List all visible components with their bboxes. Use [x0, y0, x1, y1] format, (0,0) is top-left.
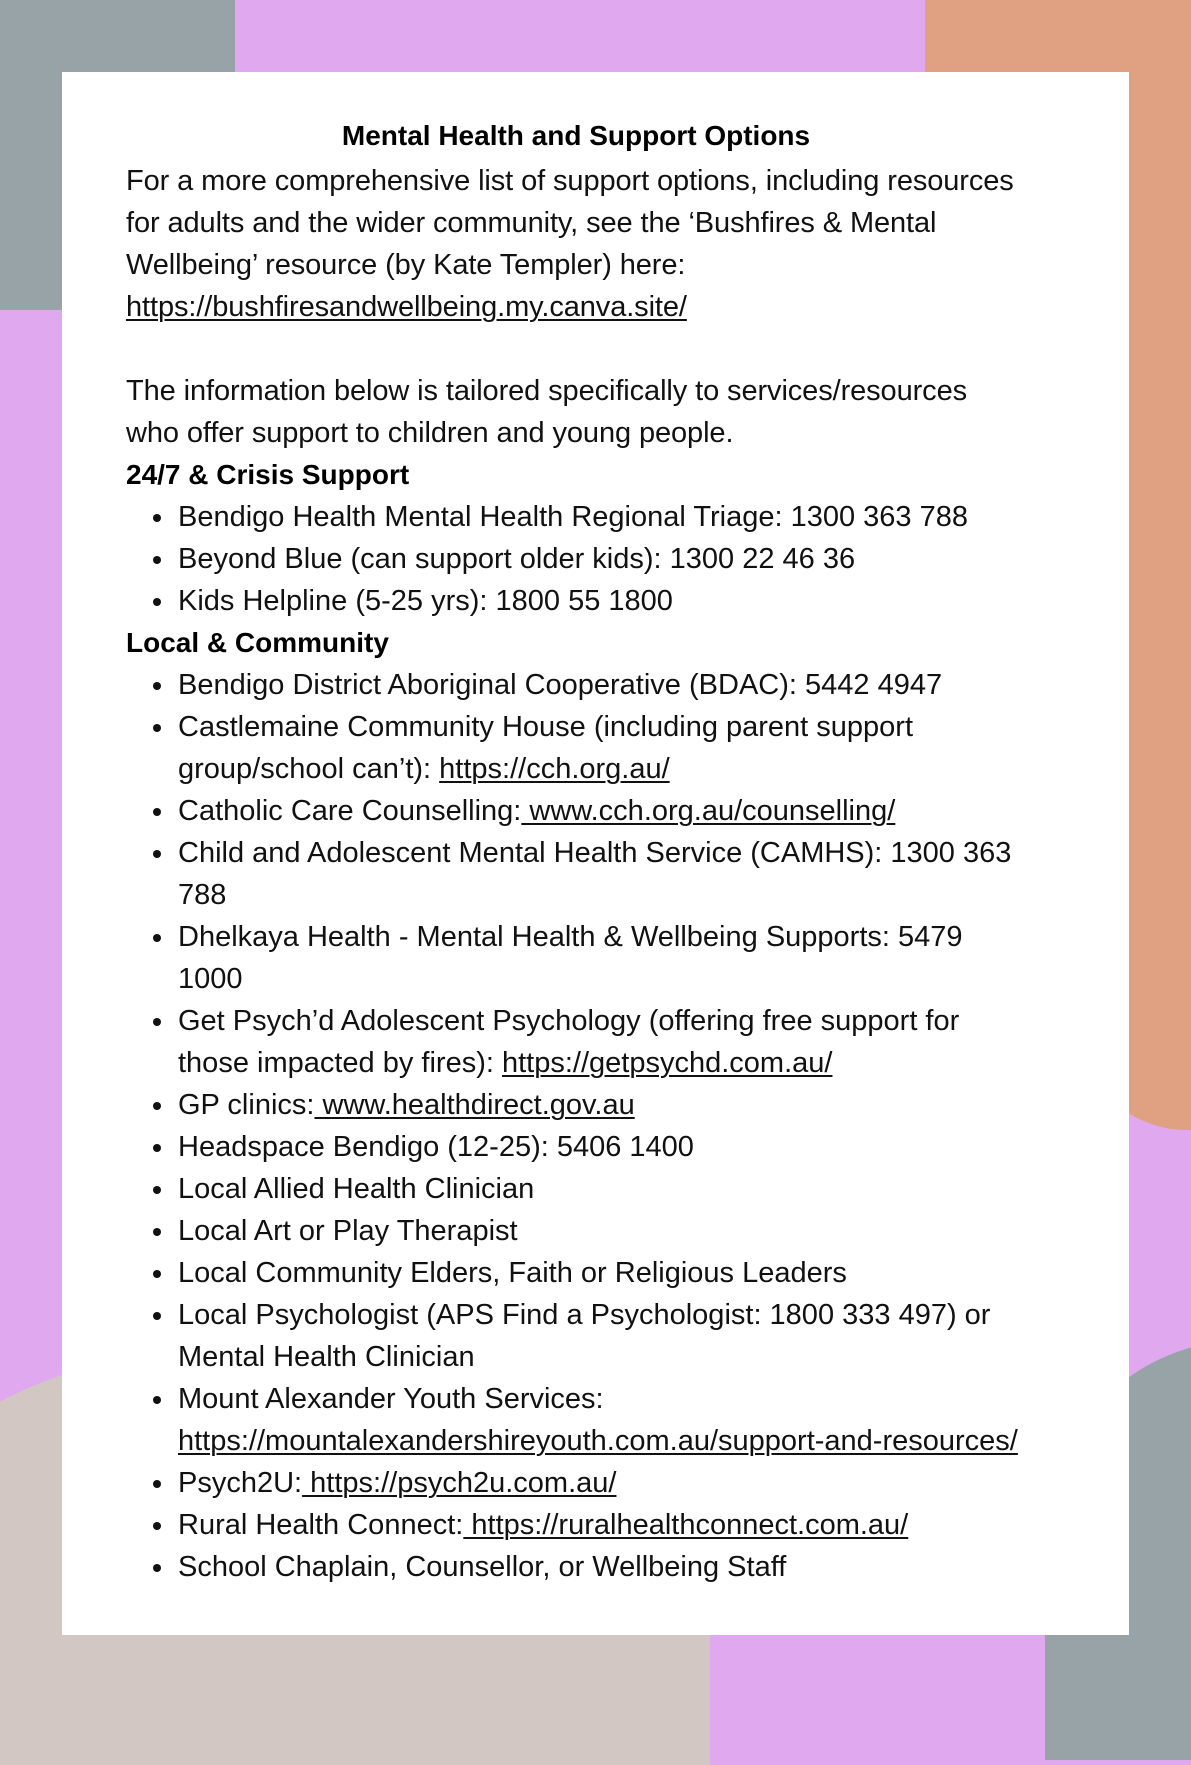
list-item	[126, 1000, 1026, 1084]
paragraph-spacer	[126, 328, 1026, 370]
section-heading-crisis-support: 24/7 & Crisis Support	[126, 459, 410, 490]
local-community-list	[126, 664, 1026, 1588]
section-heading-local-community: Local & Community	[126, 627, 389, 658]
list-item	[126, 916, 1026, 1000]
list-item	[126, 832, 1026, 916]
list-item-text: GP clinics:	[178, 1089, 315, 1121]
list-item-text: Psych2U:	[178, 1467, 303, 1499]
list-item-text: Local Community Elders, Faith or Religious Leaders	[178, 1257, 847, 1289]
list-item	[126, 1126, 1026, 1168]
list-item-text: Kids Helpline (5-25 yrs): 1800 55 1800	[178, 585, 673, 617]
list-item	[126, 580, 1026, 622]
list-item-text: Dhelkaya Health - Mental Health & Wellbeing Supports: 5479 1000	[178, 921, 963, 995]
crisis-support-list	[126, 496, 1026, 622]
list-item	[126, 1546, 1026, 1588]
getpsychd-link[interactable]: https://getpsychd.com.au/	[501, 1047, 833, 1079]
list-item-text: Local Psychologist (APS Find a Psychologist: 1800 333 497) or Mental Health Clinician	[178, 1299, 991, 1373]
list-item-text: Mount Alexander Youth Services:	[178, 1383, 604, 1415]
list-item-text: Local Allied Health Clinician	[178, 1173, 535, 1205]
list-item-text: Bendigo District Aboriginal Cooperative (BDAC): 5442 4947	[178, 669, 943, 701]
bushfires-wellbeing-link[interactable]: https://bushfiresandwellbeing.my.canva.site/	[126, 291, 687, 323]
cch-link[interactable]: https://cch.org.au/	[439, 753, 670, 785]
tailored-info-text: The information below is tailored specifically to services/resources who offer support to children and young people.	[126, 375, 967, 449]
list-item	[126, 664, 1026, 706]
list-item	[126, 1084, 1026, 1126]
intro-text: For a more comprehensive list of support options, including resources for adults and the wider community, see the ‘Bushfires & Mental Wellbeing’ resource (by Kate Templer) here:	[126, 165, 1014, 281]
list-item-text: Castlemaine Community House (including parent support group/school can’t):	[178, 711, 914, 785]
list-item	[126, 1294, 1026, 1378]
list-item	[126, 790, 1026, 832]
list-item-text: Bendigo Health Mental Health Regional Triage: 1300 363 788	[178, 501, 968, 533]
catholic-care-link[interactable]: www.cch.org.au/counselling/	[521, 795, 896, 827]
page-title: Mental Health and Support Options	[341, 120, 811, 151]
rural-health-connect-link[interactable]: https://ruralhealthconnect.com.au/	[463, 1509, 909, 1541]
list-item-text: Headspace Bendigo (12-25): 5406 1400	[178, 1131, 694, 1163]
list-item-text: Beyond Blue (can support older kids): 1300 22 46 36	[178, 543, 856, 575]
list-item	[126, 1378, 1026, 1462]
list-item	[126, 1504, 1026, 1546]
list-item	[126, 1168, 1026, 1210]
list-item-text: Child and Adolescent Mental Health Service (CAMHS): 1300 363 788	[178, 837, 1012, 911]
list-item-text: Get Psych’d Adolescent Psychology (offering free support for those impacted by fires):	[178, 1005, 960, 1079]
list-item	[126, 538, 1026, 580]
mount-alexander-youth-link[interactable]: https://mountalexandershireyouth.com.au/support-and-resources/	[178, 1425, 1018, 1457]
list-item	[126, 1210, 1026, 1252]
list-item-text: School Chaplain, Counsellor, or Wellbeing Staff	[178, 1551, 787, 1583]
list-item-text: Rural Health Connect:	[178, 1509, 464, 1541]
healthdirect-link[interactable]: www.healthdirect.gov.au	[314, 1089, 635, 1121]
intro-paragraph	[126, 160, 1026, 328]
list-item-text: Catholic Care Counselling:	[178, 795, 522, 827]
list-item	[126, 706, 1026, 790]
list-item	[126, 1462, 1026, 1504]
list-item	[126, 1252, 1026, 1294]
list-item-text: Local Art or Play Therapist	[178, 1215, 518, 1247]
list-item	[126, 496, 1026, 538]
psych2u-link[interactable]: https://psych2u.com.au/	[302, 1467, 617, 1499]
document-content	[126, 112, 1026, 1588]
